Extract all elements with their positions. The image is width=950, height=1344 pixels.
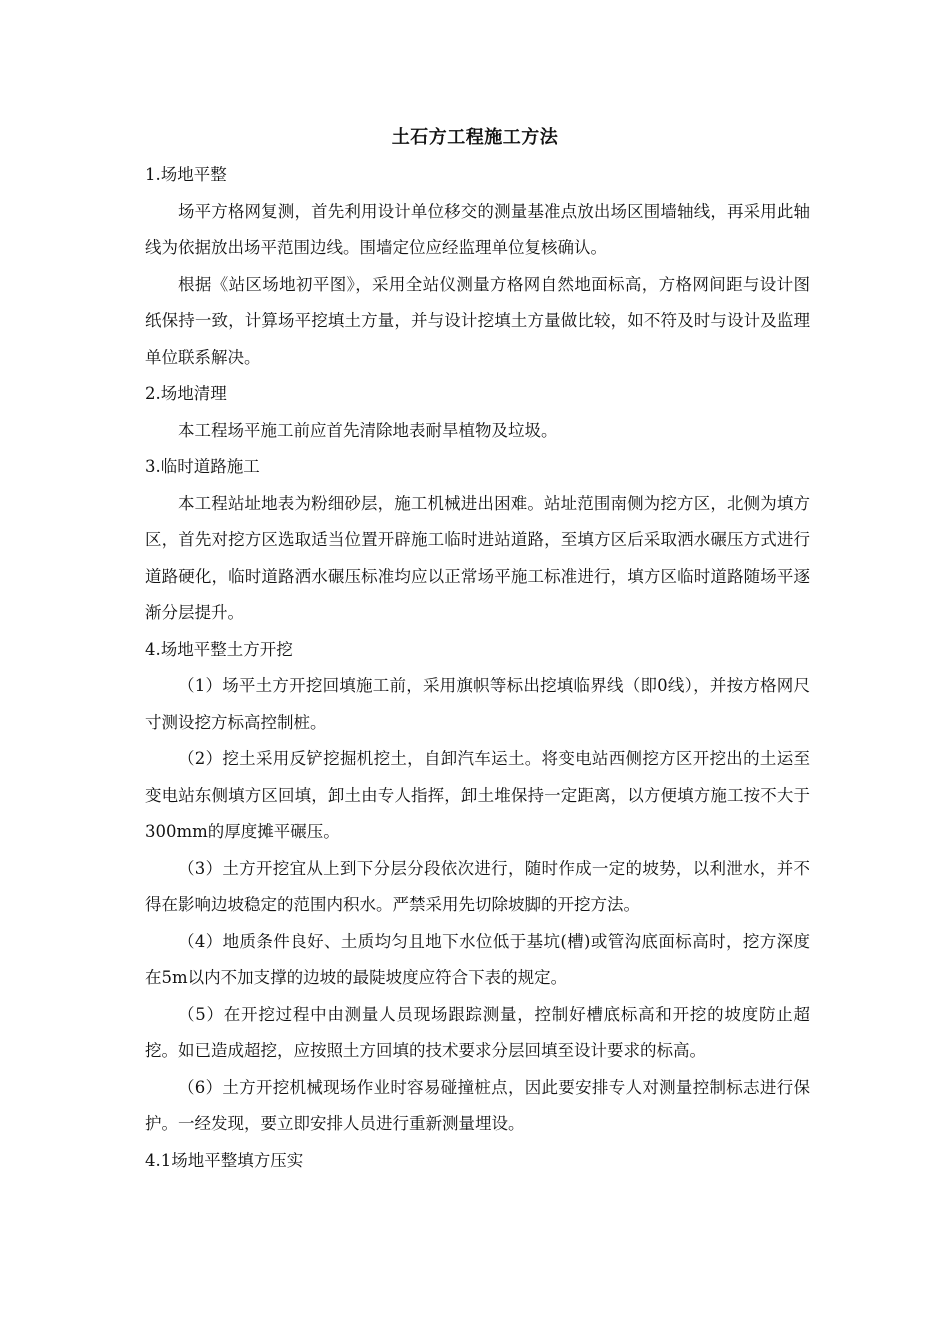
section-heading: 3.临时道路施工 (145, 457, 260, 476)
paragraph: 根据《站区场地初平图》，采用全站仪测量方格网自然地面标高，方格网间距与设计图纸保持一致，计算场平挖填土方量，并与设计挖填土方量做比较，如不符及时与设计及监理单位联系解决。 (145, 274, 810, 367)
paragraph: （1）场平土方开挖回填施工前，采用旗帜等标出挖填临界线（即0线），并按方格网尺寸测设挖方标高控制桩。 (145, 676, 810, 732)
paragraph: 场平方格网复测，首先利用设计单位移交的测量基准点放出场区围墙轴线，再采用此轴线为依据放出场平范围边线。围墙定位应经监理单位复核确认。 (145, 201, 810, 257)
section-heading: 4.场地平整土方开挖 (145, 639, 293, 659)
section-site-leveling (145, 157, 810, 376)
section-fill-compaction (145, 1143, 810, 1180)
document-title: 土石方工程施工方法 (391, 127, 559, 148)
section-heading: 4.1场地平整填方压实 (145, 1150, 304, 1170)
paragraph: （2）挖土采用反铲挖掘机挖土，自卸汽车运土。将变电站西侧挖方区开挖出的土运至变电站东侧填方区回填，卸土由专人指挥，卸土堆保持一定距离，以方便填方施工按不大于300mm的厚度摊平碾压。 (145, 749, 810, 841)
paragraph: 本工程站址地表为粉细砂层，施工机械进出困难。站址范围南侧为挖方区，北侧为填方区，首先对挖方区选取适当位置开辟施工临时进站道路，至填方区后采取洒水碾压方式进行道路硬化，临时道路洒水碾压标准均应以正常场平施工标准进行，填方区临时道路随场平逐渐分层提升。 (145, 493, 810, 622)
section-earth-excavation (145, 632, 810, 1143)
section-heading: 1.场地平整 (145, 165, 227, 184)
section-heading: 2.场地清理 (145, 384, 227, 403)
section-temporary-road (145, 449, 810, 632)
section-site-clearing (145, 376, 810, 449)
paragraph: （5）在开挖过程中由测量人员现场跟踪测量，控制好槽底标高和开挖的坡度防止超挖。如已造成超挖，应按照土方回填的技术要求分层回填至设计要求的标高。 (145, 1004, 810, 1060)
paragraph: （6）土方开挖机械现场作业时容易碰撞桩点，因此要安排专人对测量控制标志进行保护。一经发现，要立即安排人员进行重新测量埋设。 (145, 1077, 810, 1133)
paragraph: （4）地质条件良好、土质均匀且地下水位低于基坑(槽)或管沟底面标高时，挖方深度在5m以内不加支撑的边坡的最陡坡度应符合下表的规定。 (145, 931, 810, 987)
paragraph: 本工程场平施工前应首先清除地表耐旱植物及垃圾。 (178, 420, 558, 440)
document-body (145, 157, 810, 1179)
paragraph: （3）土方开挖宜从上到下分层分段依次进行，随时作成一定的坡势，以利泄水，并不得在影响边坡稳定的范围内积水。严禁采用先切除坡脚的开挖方法。 (145, 858, 810, 914)
